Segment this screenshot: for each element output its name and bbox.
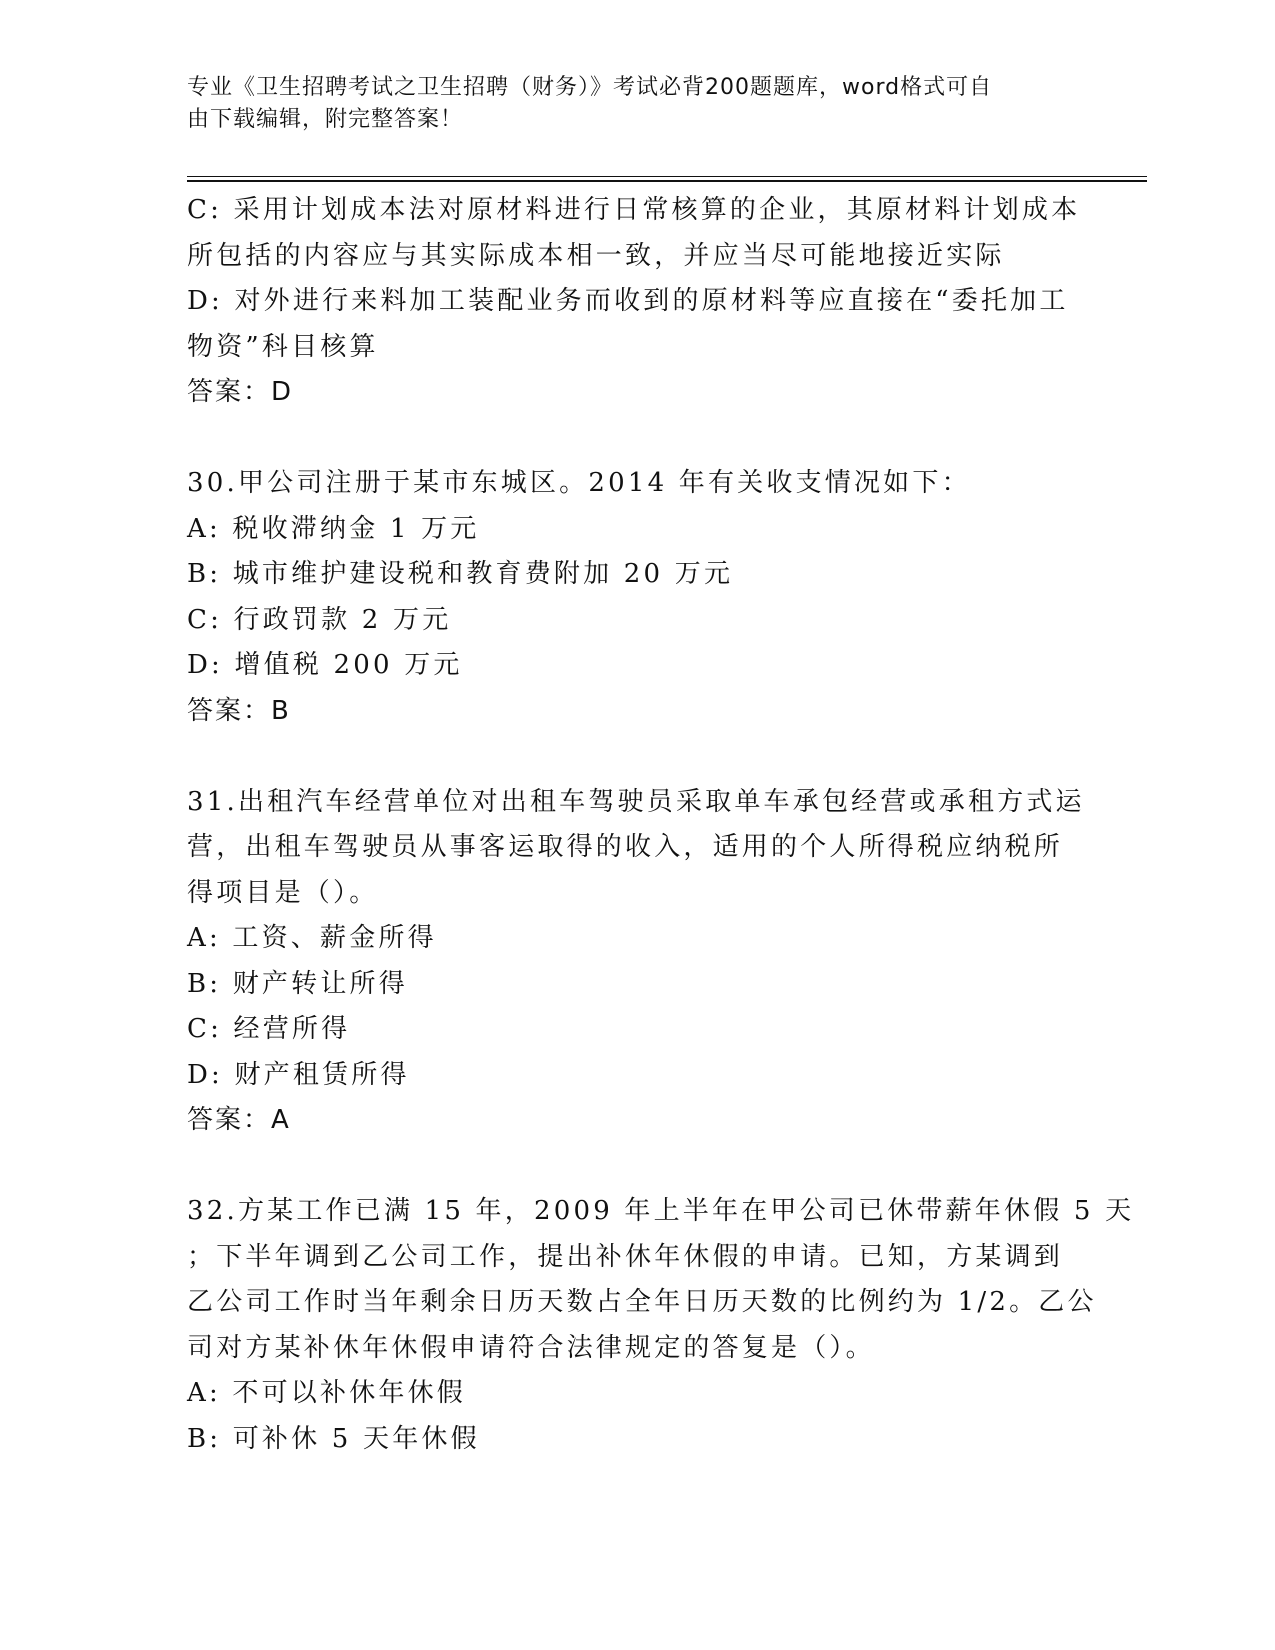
q31-stem-line-1: 31.出租汽车经营单位对出租车驾驶员采取单车承包经营或承租方式运 (187, 786, 1085, 817)
q31-option-b: B: 财产转让所得 (187, 968, 408, 999)
q31-stem-line-3: 得项目是（）。 (187, 877, 379, 908)
q30-option-b: B: 城市维护建设税和教育费附加 20 万元 (187, 559, 734, 589)
q30-answer: 答案：B (187, 695, 291, 726)
q29-option-d-line-1: D: 对外进行来料加工装配业务而收到的原材料等应直接在“委托加工 (187, 286, 1069, 316)
q31-answer: 答案：A (187, 1105, 291, 1135)
page-header (187, 72, 1087, 136)
q31-option-a: A: 工资、薪金所得 (187, 923, 437, 953)
header-divider-thin (187, 176, 1147, 177)
q29-option-c-line-2: 所包括的内容应与其实际成本相一致，并应当尽可能地接近实际 (187, 240, 1005, 271)
q31-option-d: D: 财产租赁所得 (187, 1059, 410, 1090)
spacer (187, 416, 1087, 462)
q32-stem-line-1: 32.方某工作已满 15 年，2009 年上半年在甲公司已休带薪年休假 5 天 (187, 1196, 1135, 1226)
q32-stem-line-4: 司对方某补休年休假申请符合法律规定的答复是（）。 (187, 1332, 875, 1363)
q32-option-a: A: 不可以补休年休假 (187, 1378, 467, 1408)
question-31 (187, 780, 1087, 1144)
q32-stem-line-2: ；下半年调到乙公司工作，提出补休年休假的申请。已知，方某调到 (187, 1241, 1064, 1272)
document-body (187, 188, 1135, 1462)
header-line-2: 由下载编辑，附完整答案！ (187, 107, 464, 132)
header-divider-thick (187, 180, 1147, 182)
header-line-1: 专业《卫生招聘考试之卫生招聘（财务）》考试必背200题题库，word格式可自 (187, 75, 993, 100)
q30-option-a: A: 税收滞纳金 1 万元 (187, 513, 480, 544)
q29-answer: 答案：D (187, 377, 294, 407)
spacer (187, 734, 1087, 780)
q31-stem-line-2: 营，出租车驾驶员从事客运取得的收入，适用的个人所得税应纳税所 (187, 832, 1064, 862)
question-29-continued (187, 188, 1087, 416)
q31-option-c: C: 经营所得 (187, 1014, 351, 1044)
q29-option-c-line-1: C: 采用计划成本法对原材料进行日常核算的企业，其原材料计划成本 (187, 195, 1081, 225)
q30-stem-line-1: 30.甲公司注册于某市东城区。2014 年有关收支情况如下： (187, 468, 971, 498)
question-30 (187, 461, 1087, 734)
question-32 (187, 1189, 1135, 1462)
q32-option-b: B: 可补休 5 天年休假 (187, 1423, 480, 1454)
spacer (187, 1144, 1087, 1190)
q30-option-d: D: 增值税 200 万元 (187, 650, 463, 680)
q29-option-d-line-2: 物资”科目核算 (187, 331, 379, 362)
q30-option-c: C: 行政罚款 2 万元 (187, 604, 452, 635)
q32-stem-line-3: 乙公司工作时当年剩余日历天数占全年日历天数的比例约为 1/2。乙公 (187, 1287, 1097, 1317)
